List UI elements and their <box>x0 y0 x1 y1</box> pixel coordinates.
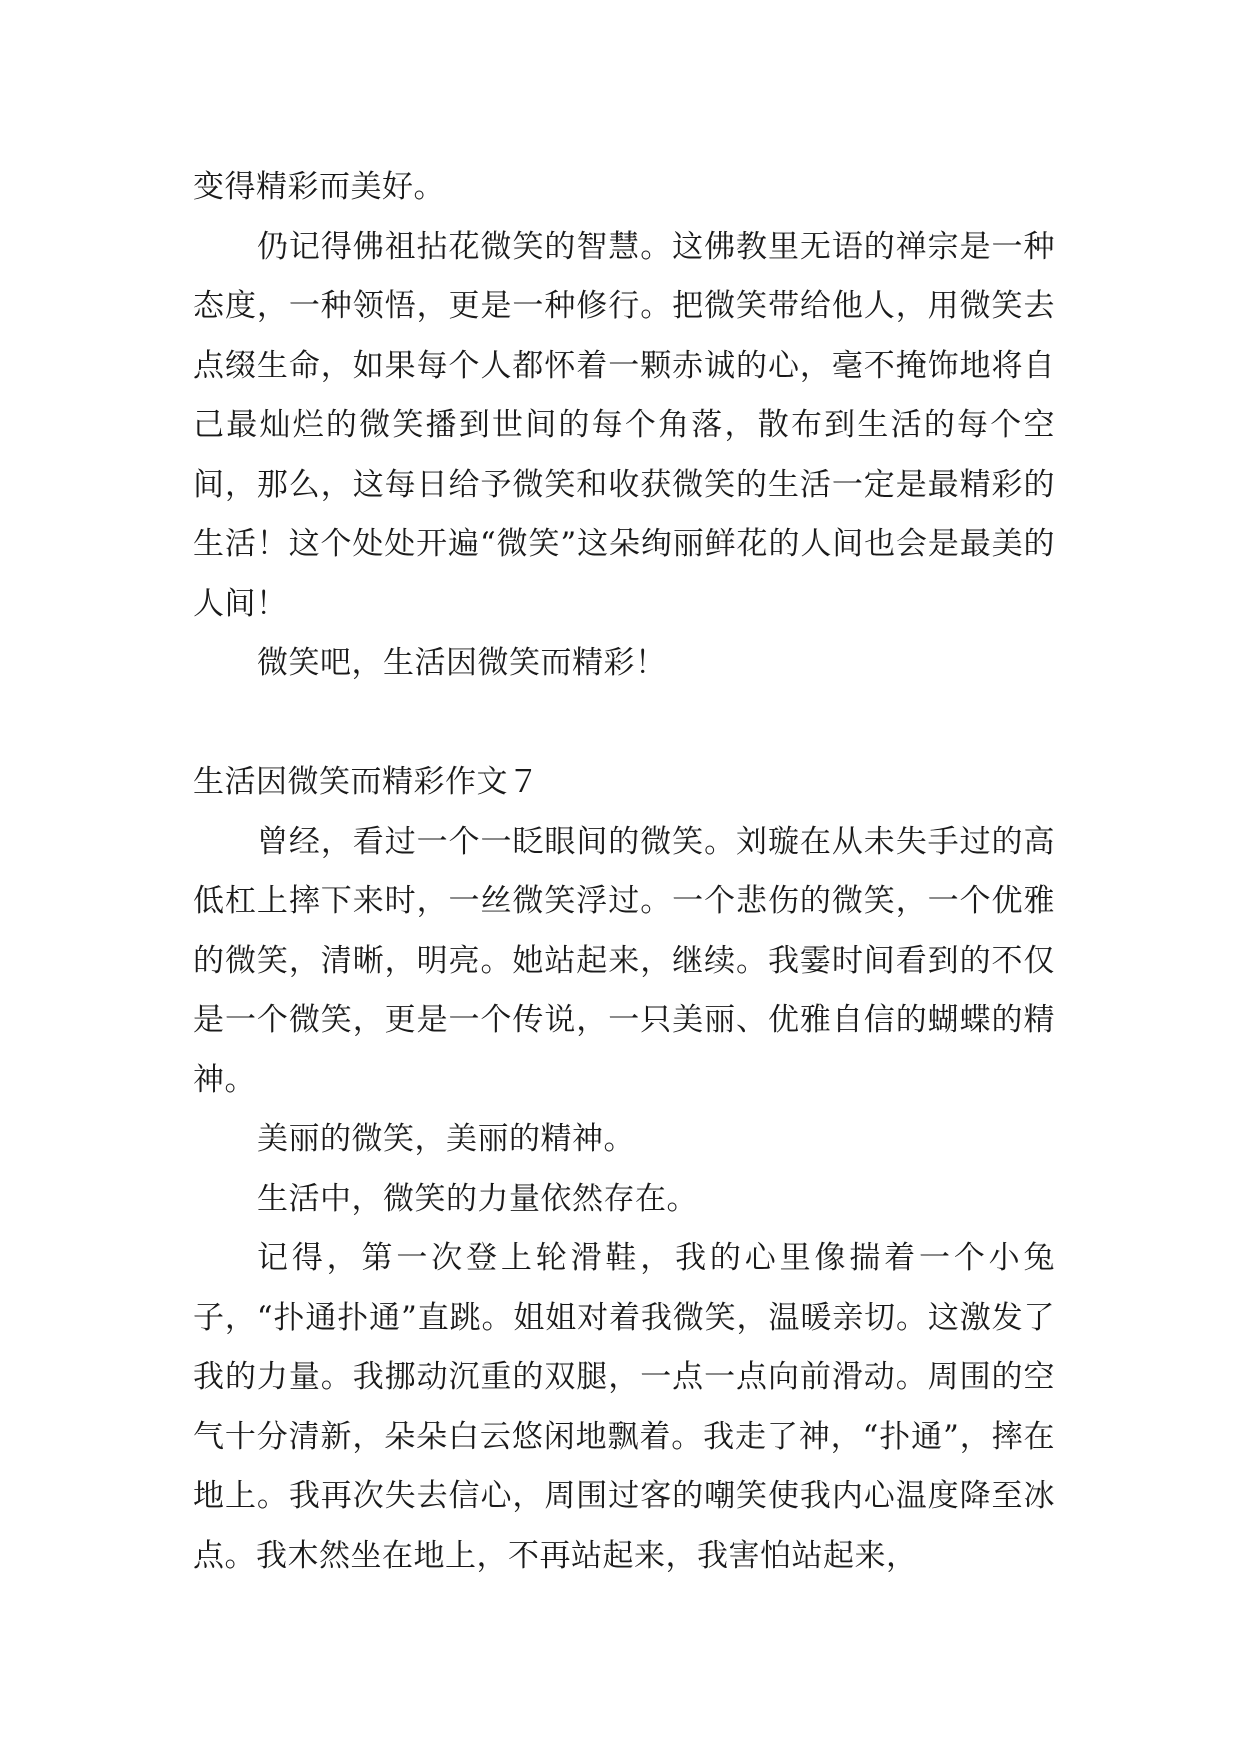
document-body <box>193 158 1055 1586</box>
paragraph-closing: 微笑吧，生活因微笑而精彩！ <box>257 645 667 681</box>
paragraph-roller-skates: 记得，第一次登上轮滑鞋，我的心里像揣着一个小兔子，“扑通扑通”直跳。姐姐对着我微笑，温暖亲切。这激发了我的力量。我挪动沉重的双腿，一点一点向前滑动。周围的空气十分清新，朵朵白云悠闲地飘着。我走了神，“扑通”，摔在地上。我再次失去信心，周围过客的嘲笑使我内心温度降至冰点。我木然坐在地上，不再站起来，我害怕站起来， <box>193 1240 1055 1574</box>
section-spacer <box>193 694 1055 754</box>
paragraph-power-of-smile: 生活中，微笑的力量依然存在。 <box>257 1180 698 1217</box>
paragraph-liu-xuan: 曾经，看过一个一眨眼间的微笑。刘璇在从未失手过的高低杠上摔下来时，一丝微笑浮过。一个悲伤的微笑，一个优雅的微笑，清晰，明亮。她站起来，继续。我霎时间看到的不仅是一个微笑，更是一个传说，一只美丽、优雅自信的蝴蝶的精神。 <box>193 823 1055 1098</box>
paragraph-beautiful-spirit: 美丽的微笑，美丽的精神。 <box>257 1121 635 1157</box>
paragraph-buddha-smile: 仍记得佛祖拈花微笑的智慧。这佛教里无语的禅宗是一种态度，一种领悟，更是一种修行。把微笑带给他人，用微笑去点缀生命，如果每个人都怀着一颗赤诚的心，毫不掩饰地将自己最灿烂的微笑播到世间的每个角落，散布到生活的每个空间，那么，这每日给予微笑和收获微笑的生活一定是最精彩的生活！这个处处开遍“微笑”这朵绚丽鲜花的人间也会是最美的人间！ <box>193 228 1055 622</box>
paragraph-continuation: 变得精彩而美好。 <box>193 169 445 205</box>
section-title: 生活因微笑而精彩作文７ <box>193 764 540 800</box>
